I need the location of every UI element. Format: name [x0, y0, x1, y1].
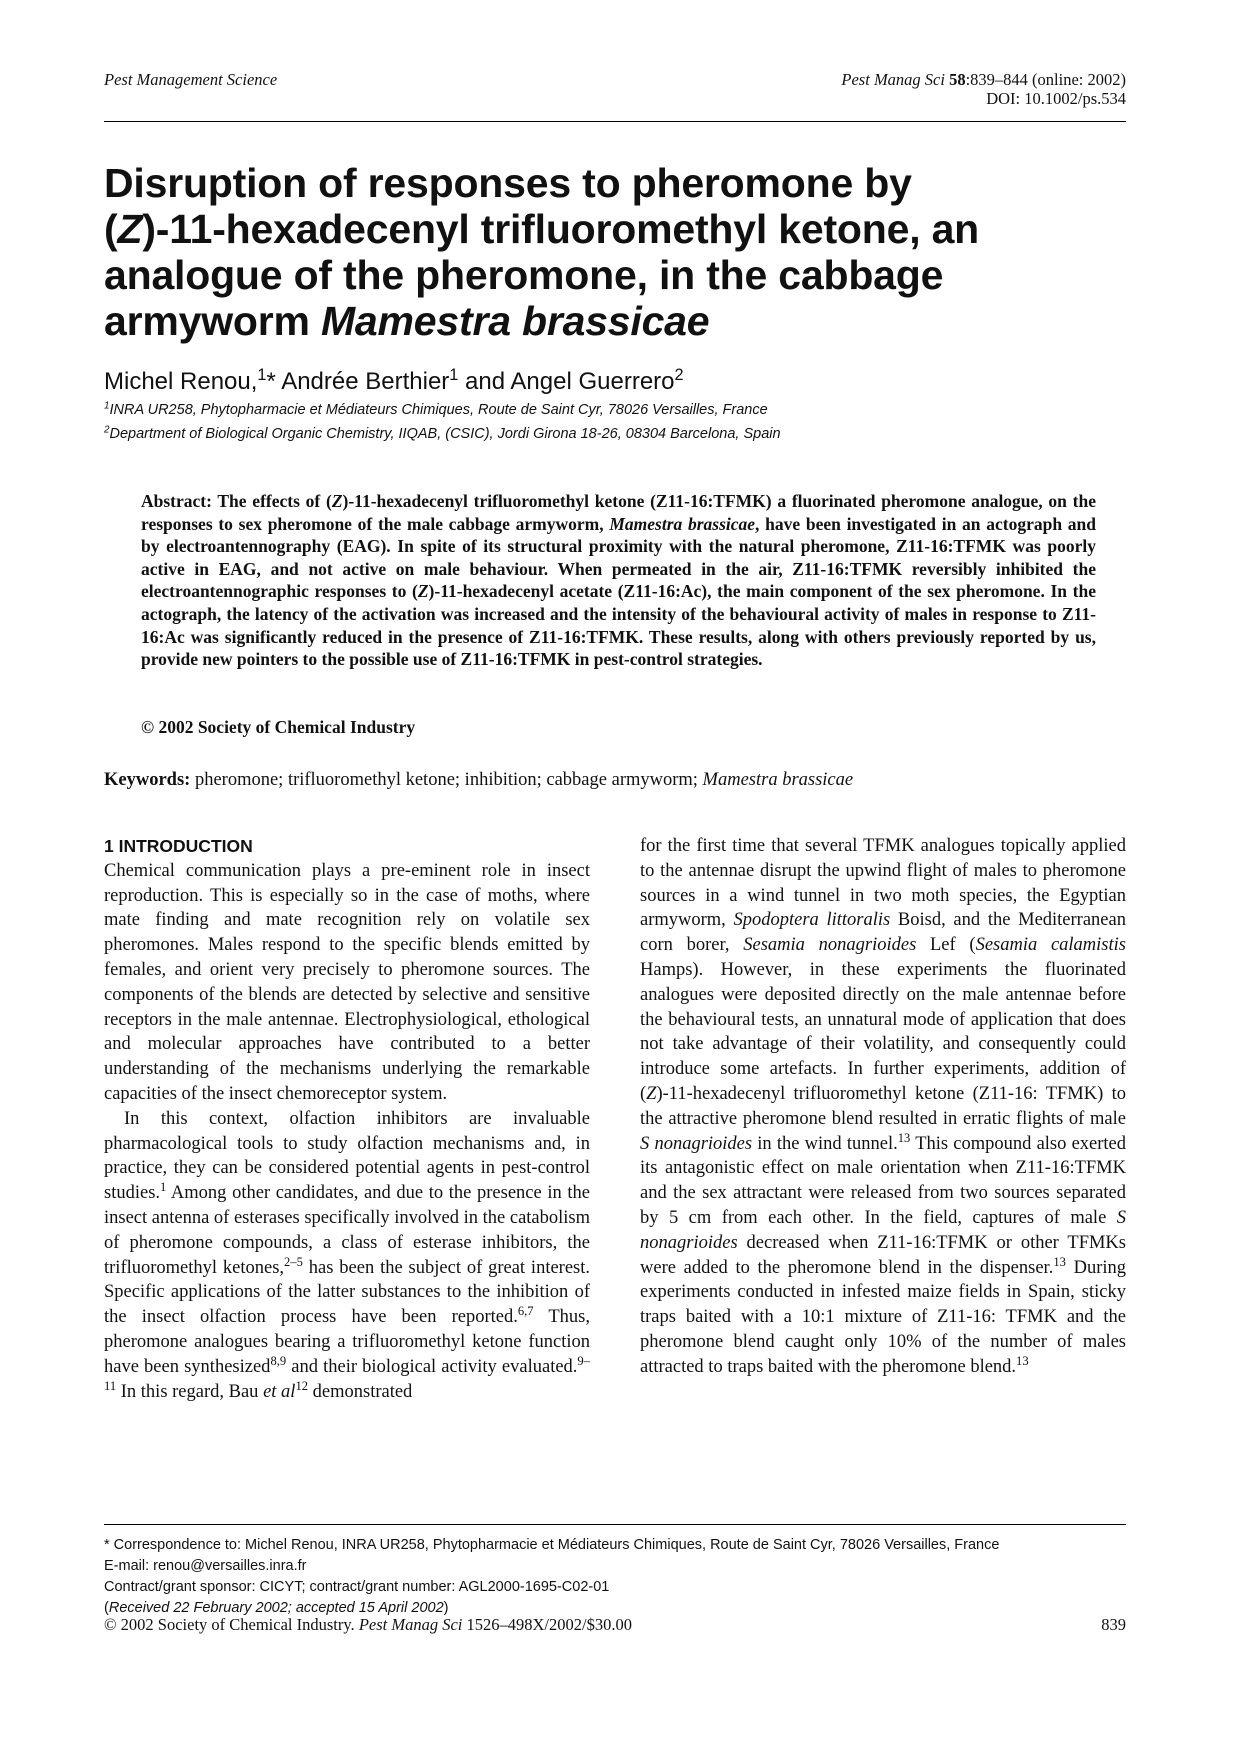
author-berthier-affil: 1: [449, 366, 459, 385]
author-berthier: Andrée Berthier: [275, 368, 450, 395]
citation-volume: 58: [949, 70, 966, 89]
keywords-label: Keywords:: [104, 770, 191, 790]
paragraph-text: In this context, olfaction inhibitors are invaluable pharmacological tools to study olfaction mechanisms and, in practice, they can be considered potential agents in pest-control studies.: [104, 1108, 590, 1204]
abstract-species: Mamestra brassicae: [609, 513, 756, 534]
title-line-1: Disruption of responses to pheromone by: [104, 160, 912, 206]
affiliation-2: [104, 426, 781, 442]
paragraph-text: Among other candidates, and due to the presence in the insect antenna of esterases specifically involved in the catabolism of pheromone compounds, a class of esterase inhibitors, the trifluoromethyl ketones,: [104, 1183, 590, 1278]
abstract-text: , have been investigated in an actograph and by electroantennography (EAG). In spite of its structural proximity with the natural pheromone, Z11-16:TFMK was poorly active in EAG, and not active on male behaviour. When permeated in the air, Z11-16:TFMK reversibly inhibited the electroantennographic responses to (: [141, 513, 1097, 602]
doi: DOI: 10.1002/ps.534: [986, 89, 1126, 108]
paragraph-text: in the wind tunnel.: [752, 1133, 898, 1154]
title-line-2: -11-hexadecenyl trifluoromethyl ketone, an: [155, 206, 980, 252]
reference-superscript: 8,9: [270, 1353, 287, 1368]
reference-superscript: 13: [1053, 1254, 1066, 1269]
keywords-species: Mamestra brassicae: [702, 770, 854, 790]
column-right: [640, 834, 1126, 1380]
intro-paragraph-2-continued: [640, 834, 1126, 1380]
paragraph-text: In this regard, Bau: [116, 1381, 264, 1402]
abstract-label: Abstract:: [141, 491, 212, 511]
author-list: [104, 368, 684, 396]
title-species: Mamestra brassicae: [320, 298, 710, 344]
abstract: [141, 490, 1096, 671]
column-left: [104, 834, 590, 1404]
keywords: [104, 770, 853, 791]
paragraph-text: and their biological activity evaluated.: [286, 1356, 578, 1377]
journal-name: Pest Management Science: [104, 70, 278, 89]
abstract-text: )-11-hexadecenyl trifluoromethyl ketone (Z11-16:TFMK) a fluorinated pheromone analogue, on the responses to sex pheromone of the male cabbage armyworm,: [141, 491, 1096, 534]
author-renou: Michel Renou,: [104, 368, 258, 395]
affiliation-2-text: Department of Biological Organic Chemistry, IIQAB, (CSIC), Jordi Girona 18-26, 08304 Barcelona, Spain: [109, 426, 781, 442]
citation-pages: :839–844 (online: 2002): [965, 70, 1126, 89]
intro-paragraph-2: [104, 1107, 590, 1405]
affiliation-1: [104, 402, 768, 418]
abstract-text: )-11-hexadecenyl acetate (Z11-16:Ac), the main component of the sex pheromone. In the actograph, the latency of the activation was increased and the intensity of the behavioural activity of males in response to Z11-16:Ac was significantly reduced in the presence of Z11-16:TFMK. These results, along with others previously reported by us, provide new pointers to the possible use of Z11-16:TFMK in pest-control strategies.: [141, 581, 1096, 670]
received-dates: Received 22 February 2002; accepted 15 April 2002: [108, 1600, 444, 1616]
species-name: Sesamia nonagrioides: [743, 935, 917, 956]
contract-note: Contract/grant sponsor: CICYT; contract/grant number: AGL2000-1695-C02-01: [104, 1579, 610, 1595]
affiliation-1-num: 1: [104, 400, 110, 412]
paragraph-text: )-11-hexadecenyl trifluoromethyl ketone (Z11-16: TFMK) to the attractive pheromone blend resulted in erratic flights of male: [640, 1083, 1126, 1129]
reference-superscript: 12: [295, 1378, 309, 1393]
corresponding-mark: *: [266, 368, 276, 395]
correspondence-note: * Correspondence to: Michel Renou, INRA UR258, Phytopharmacie et Médiateurs Chimiques, Route de Saint Cyr, 78026 Versailles, France: [104, 1537, 1000, 1553]
paragraph-text: Boisd, and the Mediterranean corn borer,: [640, 910, 1126, 956]
paren: ): [443, 1600, 449, 1616]
citation-line: [841, 70, 1126, 89]
paragraph-text: decreased when Z11-16:TFMK or other TFMKs were added to the pheromone blend in the dispenser.: [640, 1232, 1126, 1278]
reference-superscript: 9–11: [104, 1353, 590, 1393]
paren: (: [104, 1600, 109, 1616]
article-title: Disruption of responses to pheromone by (Z)-11-hexadecenyl trifluoromethyl ketone, an analogue of the pheromone, in the cabbage armyworm Mamestra brassicae: [104, 160, 980, 344]
abstract-z: Z: [331, 491, 343, 511]
header-rule: [104, 121, 1126, 122]
paragraph-text: This compound also exerted its antagonistic effect on male orientation when Z11-16:TFMK and the sex attractant were released from two sources separated by 5 cm from each other. In the field, captures of male: [640, 1133, 1127, 1228]
z-isomer: Z: [646, 1083, 657, 1104]
title-z: Z: [117, 206, 143, 252]
abstract-copyright: © 2002 Society of Chemical Industry: [141, 717, 416, 737]
paragraph-text: demonstrated: [308, 1381, 413, 1402]
paragraph-text: Thus, pheromone analogues bearing a trifluoromethyl ketone function have been synthesized: [104, 1307, 590, 1377]
title-line-4: armyworm: [104, 298, 321, 344]
paragraph-text: has been the subject of great interest. Specific applications of the latter substances to the inhibition of the insect olfaction process have been reported.: [104, 1257, 591, 1328]
author-renou-affil: 1: [257, 366, 267, 385]
reference-superscript: 6,7: [517, 1304, 534, 1319]
author-guerrero-affil: 2: [674, 366, 684, 385]
title-line-3: analogue of the pheromone, in the cabbage: [104, 252, 944, 298]
abstract-text: The effects of (: [211, 491, 332, 511]
paragraph-text: for the first time that several TFMK analogues topically applied to the antennae disrupt the upwind flight of males to pheromone sources in a wind tunnel in two moth species, the Egyptian armyworm,: [640, 836, 1126, 931]
citation: [841, 70, 1126, 108]
paragraph-text: During experiments conducted in infested maize fields in Spain, sticky traps baited with a 10:1 mixture of Z11-16: TFMK and the pheromone blend caught only 10% of the number of males attracted to traps baited with the pheromone blend.: [640, 1257, 1126, 1377]
paragraph-text: Hamps). However, in these experiments the fluorinated analogues were deposited directly on the male antennae before the behavioural tests, an unnatural mode of application that does not take advantage of their volatility, and consequently could introduce some artefacts. In further experiments, addition of (: [640, 959, 1126, 1104]
page-number: 839: [1101, 1615, 1126, 1634]
affiliation-1-text: INRA UR258, Phytopharmacie et Médiateurs Chimiques, Route de Saint Cyr, 78026 Versailles, France: [109, 402, 768, 418]
species-name: Sesamia calamistis: [975, 935, 1126, 956]
reference-superscript: 13: [1016, 1353, 1029, 1368]
reference-superscript: 1: [160, 1180, 167, 1195]
footnote-rule: [104, 1524, 1126, 1525]
reference-superscript: 2–5: [284, 1254, 303, 1269]
intro-paragraph-1: Chemical communication plays a pre-eminent role in insect reproduction. This is especially so in the case of moths, where mate finding and mate recognition rely on volatile sex pheromones. Males respond to the specific blends emitted by females, and orient very precisely to pheromone sources. The components of the blends are detected by selective and sensitive receptors in the male antennae. Electrophysiological, ethological and molecular approaches have contributed to a better understanding of the mechanisms underlying the remarkable capacities of the insect chemoreceptor system.: [104, 860, 590, 1104]
et-al: et al: [263, 1381, 296, 1402]
author-guerrero: and Angel Guerrero: [458, 368, 675, 395]
email-note: E-mail: renou@versailles.inra.fr: [104, 1558, 307, 1574]
running-header: [104, 70, 1126, 122]
abstract-z: Z: [417, 581, 429, 602]
footer-journal: Pest Manag Sci: [358, 1615, 463, 1634]
reference-superscript: 13: [897, 1130, 911, 1145]
paragraph-text: Lef (: [916, 935, 976, 956]
footer-copyright: © 2002 Society of Chemical Industry.: [104, 1615, 359, 1634]
section-heading: 1 INTRODUCTION: [104, 836, 253, 856]
page-footer: [104, 1615, 1126, 1635]
species-name: S nonagrioides: [640, 1133, 753, 1154]
species-name: S nonagrioides: [640, 1207, 1126, 1253]
species-name: Spodoptera littoralis: [733, 910, 891, 931]
footer-issn: 1526–498X/2002/$30.00: [462, 1615, 632, 1634]
keywords-list: pheromone; trifluoromethyl ketone; inhibition; cabbage armyworm;: [190, 770, 703, 790]
footnotes: [104, 1535, 1134, 1619]
affiliation-2-num: 2: [104, 424, 110, 436]
citation-journal: Pest Manag Sci: [841, 70, 945, 89]
